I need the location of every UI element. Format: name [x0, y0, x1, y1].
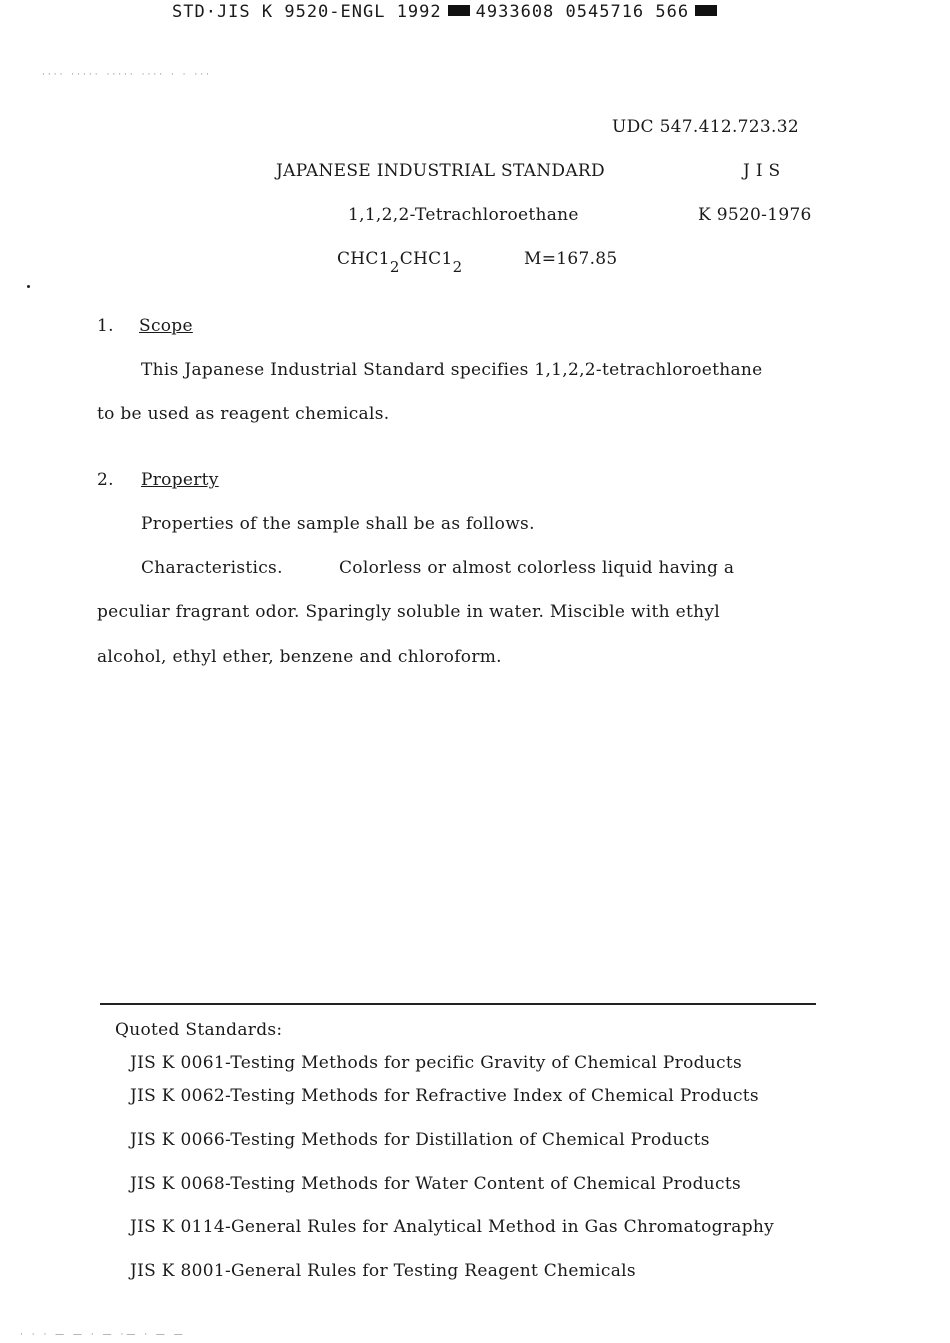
standard-code: K 9520-1976	[698, 205, 812, 225]
characteristics-label: Characteristics.	[141, 558, 283, 578]
quoted-standard-item: JIS K 8001-General Rules for Testing Reagent Chemicals	[130, 1261, 636, 1281]
footnote-rule	[100, 1003, 816, 1005]
quoted-standard-item: JIS K 0061-Testing Methods for pecific Gravity of Chemical Products	[130, 1053, 743, 1073]
property-line-1: Properties of the sample shall be as follows.	[141, 514, 535, 534]
scan-speck	[27, 285, 30, 288]
scope-line-1: This Japanese Industrial Standard specifies 1,1,2,2-tetrachloroethane	[141, 360, 763, 380]
document-header	[172, 2, 723, 22]
section-heading-scope: Scope	[139, 316, 193, 336]
chemical-formula: CHC12CHC12	[337, 249, 463, 276]
section-number: 2.	[97, 470, 114, 490]
quoted-standard-item: JIS K 0062-Testing Methods for Refractive Index of Chemical Products	[130, 1086, 759, 1106]
property-line-3: peculiar fragrant odor. Sparingly soluble in water. Miscible with ethyl	[97, 602, 720, 622]
section-heading-property: Property	[141, 470, 219, 490]
property-line-2: Colorless or almost colorless liquid having a	[339, 558, 735, 578]
standard-title: JAPANESE INDUSTRIAL STANDARD	[276, 161, 605, 181]
udc-number: UDC 547.412.723.32	[612, 117, 799, 137]
quoted-standard-item: JIS K 0068-Testing Methods for Water Content of Chemical Products	[130, 1174, 741, 1194]
quoted-standard-item: JIS K 0114-General Rules for Analytical Method in Gas Chromatography	[130, 1217, 775, 1237]
header-mid-code: 4933608 0545716 566	[475, 2, 690, 22]
scan-artifact-line: · · · — — · — ·— · — —	[20, 1330, 186, 1340]
quoted-standards-label: Quoted Standards:	[115, 1020, 283, 1040]
black-bar-icon	[448, 5, 470, 16]
header-left-code: STD·JIS K 9520-ENGL 1992	[172, 2, 442, 22]
quoted-standard-item: JIS K 0066-Testing Methods for Distillation of Chemical Products	[130, 1130, 710, 1150]
section-number: 1.	[97, 316, 114, 336]
molecular-mass: M=167.85	[524, 249, 618, 269]
property-line-4: alcohol, ethyl ether, benzene and chloroform.	[97, 647, 502, 667]
scan-artifact-line: ···· ····· ····· ···· · · ···	[42, 70, 212, 80]
jis-mark: J I S	[743, 161, 781, 181]
scope-line-2: to be used as reagent chemicals.	[97, 404, 390, 424]
chemical-name: 1,1,2,2-Tetrachloroethane	[348, 205, 579, 225]
black-bar-icon	[695, 5, 717, 16]
